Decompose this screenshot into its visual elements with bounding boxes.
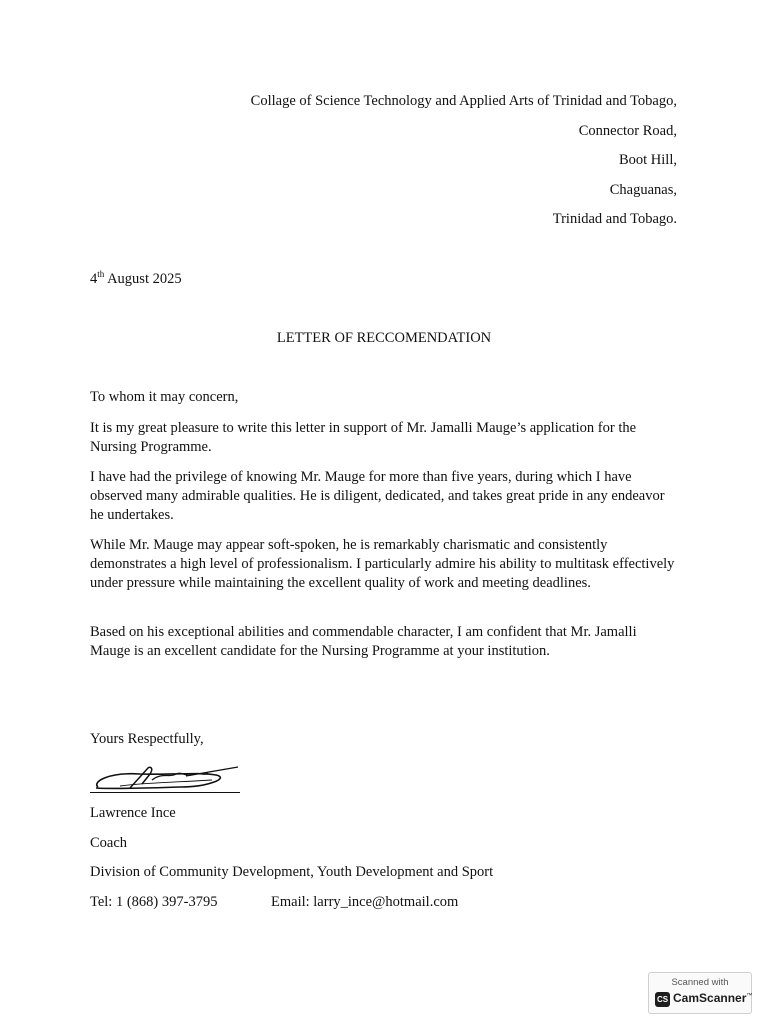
signature-drawing [90, 762, 242, 794]
badge-scanned-with: Scanned with [671, 977, 729, 988]
badge-brand-name: CamScanner [673, 991, 747, 1005]
signature-image [90, 762, 242, 794]
salutation: To whom it may concern, [90, 389, 239, 405]
address-line-institution: Collage of Science Technology and Applied Arts of Trinidad and Tobago, [250, 93, 677, 109]
signatory-tel: Tel: 1 (868) 397-3795 [90, 894, 218, 910]
date-suffix: th [97, 269, 105, 279]
body-paragraph-4: Based on his exceptional abilities and commendable character, I am confident that Mr. Jamalli Mauge is an excellent candidate for the Nursing Programme at your institution. [90, 624, 637, 659]
body-paragraph-1: It is my great pleasure to write this letter in support of Mr. Jamalli Mauge’s application for the Nursing Programme. [90, 420, 637, 455]
date-month-year: August 2025 [104, 271, 182, 287]
body-paragraph-2: I have had the privilege of knowing Mr. Mauge for more than five years, during which I have observed many admirable qualities. He is diligent, dedicated, and takes great pride in any endeavor he undertakes. [90, 469, 665, 523]
badge-brand [673, 991, 752, 1005]
closing: Yours Respectfully, [90, 731, 204, 747]
signatory-organization: Division of Community Development, Youth Development and Sport [90, 864, 494, 880]
letter-date [90, 271, 182, 288]
letter-title: LETTER OF RECCOMENDATION [276, 330, 492, 346]
address-line-area: Boot Hill, [618, 152, 677, 168]
address-line-country: Trinidad and Tobago. [552, 211, 677, 227]
body-paragraph-3: While Mr. Mauge may appear soft-spoken, he is remarkably charismatic and consistently demonstrates a high level of professionalism. I particularly admire his ability to multitask effectively under pressure while maintaining the excellent quality of work and meeting deadlines. [90, 537, 675, 591]
address-line-town: Chaguanas, [609, 182, 677, 198]
signature-line [90, 792, 240, 793]
camscanner-badge [648, 972, 752, 1014]
signatory-role: Coach [90, 835, 128, 851]
address-line-street: Connector Road, [578, 123, 677, 139]
date-day: 4 [90, 271, 98, 287]
signatory-email: Email: larry_ince@hotmail.com [271, 894, 459, 910]
camscanner-logo-icon: CS [655, 992, 670, 1007]
signatory-name: Lawrence Ince [90, 805, 176, 821]
badge-trademark: ™ [746, 993, 753, 999]
